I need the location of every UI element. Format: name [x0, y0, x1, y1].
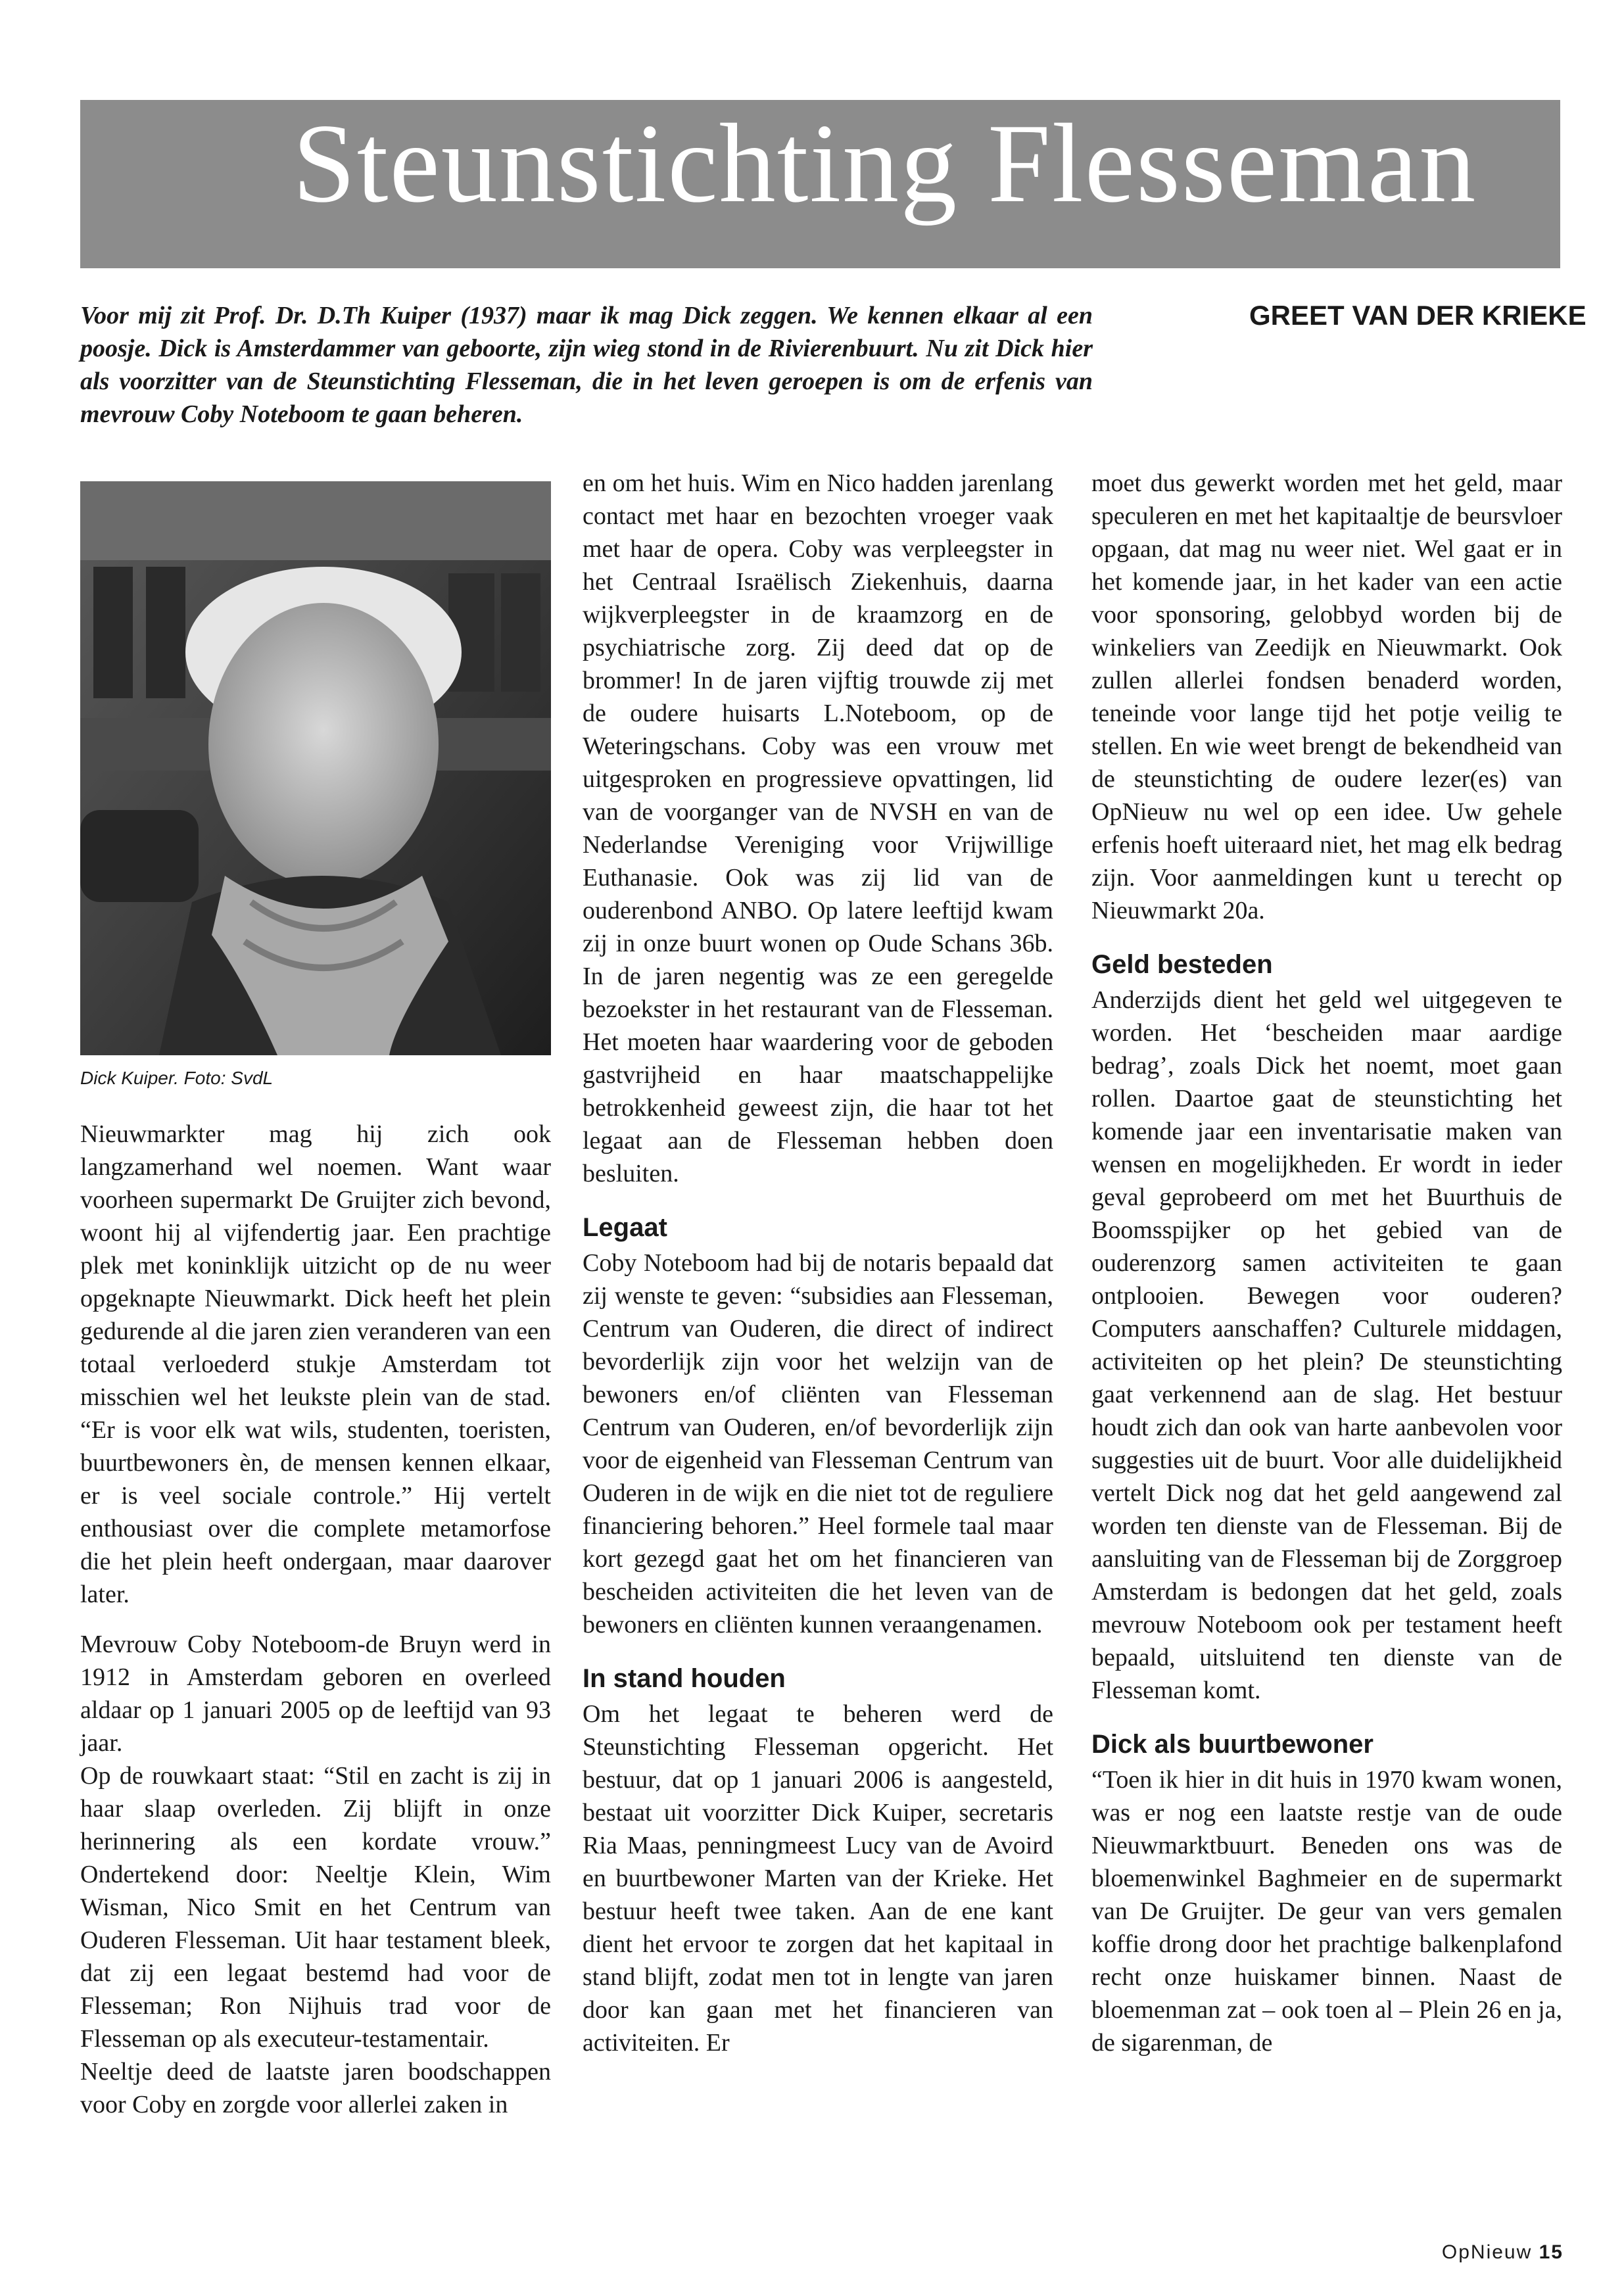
body-paragraph: Nieuwmarkter mag hij zich ook langzamerhand wel noemen. Want waar voorheen supermarkt De Gruijter zich bevond, woont hij al vijfendertig jaar. Een prachtige plek met koninklijk uitzicht op de nu weer opgeknapte Nieuwmarkt. Dick heeft het plein gedurende al die jaren zien veranderen van een totaal verloederd stukje Amsterdam tot misschien wel het leukste plein van de stad. “Er is voor elk wat wils, studenten, toeristen, buurtbewoners èn, de mensen kennen elkaar, er is veel sociale controle.” Hij vertelt enthousiast over die complete metamorfose die het plein heeft ondergaan, maar daarover later.: [80, 1120, 551, 1608]
body-paragraph: Mevrouw Coby Noteboom-de Bruyn werd in 1912 in Amsterdam geboren en overleed aldaar op 1 januari 2005 op de leeftijd van 93 jaar.: [80, 1631, 551, 1757]
section-heading-dick-als-buurtbewoner: Dick als buurtbewoner: [1091, 1730, 1373, 1759]
section-heading-in-stand-houden: In stand houden: [583, 1664, 786, 1693]
page-footer: [1442, 2241, 1564, 2264]
body-paragraph: en om het huis. Wim en Nico hadden jarenlang contact met haar en bezochten vroeger vaak met haar de opera. Coby was verpleegster in het Centraal Israëlisch Ziekenhuis, daarna wijkverpleegster in de kraamzorg en de psychiatrische zorg. Zij deed dat op de brommer! In de jaren vijftig trouwde zij met de oudere huisarts L.Noteboom, op de Weteringschans. Coby was een vrouw met uitgesproken en progressieve opvattingen, lid van de voorganger van de NVSH en van de Nederlandse Vereniging voor Vrijwillige Euthanasie. Ook was zij lid van de ouderenbond ANBO. Op latere leeftijd kwam zij in onze buurt wonen op Oude Schans 36b. In de jaren negentig was ze een geregelde bezoekster in het restaurant van de Flesseman. Het moeten haar waardering voor de geboden gastvrijheid en haar maatschappelijke betrokkenheid geweest zijn, die haar tot het legaat aan de Flesseman hebben doen besluiten.: [583, 469, 1053, 1187]
body-paragraph: Coby Noteboom had bij de notaris bepaald dat zij wenste te geven: “subsidies aan Flesseman, Centrum van Ouderen, die direct of indirect bevorderlijk zijn voor het welzijn van de bewoners en/of cliënten van Flesseman Centrum van Ouderen, en/of bevorderlijk zijn voor de eigenheid van Flesseman Centrum van Ouderen in de wijk en die niet tot de reguliere financiering behoren.” Heel formele taal maar kort gezegd gaat het om het financieren van bescheiden activiteiten die het leven van de bewoners en cliënten kunnen veraangenamen.: [583, 1249, 1053, 1638]
page-title: Steunstichting Flesseman: [293, 101, 1477, 226]
column-3: [1091, 467, 1562, 2059]
portrait-illustration: [80, 481, 551, 1055]
body-paragraph: “Toen ik hier in dit huis in 1970 kwam wonen, was er nog een laatste restje van de oude Nieuwmarktbuurt. Beneden ons was de bloemenwinkel Baghmeier en de supermarkt van De Gruijter. De geur van vers gemalen koffie drong door het prachtige balkenplafond recht onze huiskamer binnen. Naast de bloemenman zat – ook toen al – Plein 26 en ja, de sigarenman, de: [1091, 1766, 1562, 2057]
body-paragraph: Op de rouwkaart staat: “Stil en zacht is zij in haar slaap overleden. Zij blijft in onze herinnering als een kordate vrouw.” Ondertekend door: Neeltje Klein, Wim Wisman, Nico Smit en het Centrum van Ouderen Flesseman. Uit haar testament bleek, dat zij een legaat bestemd had voor de Flesseman; Ron Nijhuis trad voor de Flesseman op als executeur-testamentair.: [80, 1762, 551, 2053]
column-1: [80, 1118, 551, 2121]
column-2: [583, 467, 1053, 2059]
body-paragraph: Neeltje deed de laatste jaren boodschappen voor Coby en zorgde voor allerlei zaken in: [80, 2058, 551, 2118]
portrait-photo: [80, 481, 551, 1055]
photo-caption: Dick Kuiper. Foto: SvdL: [80, 1068, 274, 1088]
body-paragraph: moet dus gewerkt worden met het geld, maar speculeren en met het kapitaaltje de beursvloer opgaan, dat mag nu weer niet. Wel gaat er in het komende jaar, in het kader van een actie voor sponsoring, gelobbyd worden bij de winkeliers van Zeedijk en Nieuwmarkt. Ook zullen allerlei fondsen benaderd worden, teneinde voor lange tijd het potje veilig te stellen. En wie weet brengt de bekendheid van de steunstichting de oudere lezer(es) van OpNieuw nu wel op een idee. Uw gehele erfenis hoeft uiteraard niet, het mag elk bedrag zijn. Voor aanmeldingen kunt u terecht op Nieuwmarkt 20a.: [1091, 469, 1562, 924]
intro-paragraph: Voor mij zit Prof. Dr. D.Th Kuiper (1937) maar ik mag Dick zeggen. We kennen elkaar al een poosje. Dick is Amsterdammer van geboorte, zijn wieg stond in de Rivierenbuurt. Nu zit Dick hier als voorzitter van de Steunstichting Flesseman, die in het leven geroepen is om de erfenis van mevrouw Coby Noteboom te gaan beheren.: [80, 302, 1093, 428]
section-heading-geld-besteden: Geld besteden: [1091, 950, 1273, 979]
author-byline: GREET VAN DER KRIEKE: [1249, 300, 1587, 331]
body-paragraph: Om het legaat te beheren werd de Steunstichting Flesseman opgericht. Het bestuur, dat op 1 januari 2006 is aangesteld, bestaat uit voorzitter Dick Kuiper, secretaris Ria Maas, penningmeest Lucy van de Avoird en buurtbewoner Marten van der Krieke. Het bestuur heeft twee taken. Aan de ene kant dient het ervoor te zorgen dat het kapitaal in stand blijft, zodat men tot in lengte van jaren door kan gaan met het financieren van activiteiten. Er: [583, 1700, 1053, 2057]
section-heading-legaat: Legaat: [583, 1213, 667, 1242]
body-paragraph: Anderzijds dient het geld wel uitgegeven te worden. Het ‘bescheiden maar aardige bedrag’, zoals Dick het noemt, moet gaan rollen. Daartoe gaat de steunstichting het komende jaar een inventarisatie maken van wensen en mogelijkheden. Er wordt in ieder geval geprobeerd om met het Buurthuis de Boomsspijker op het gebied van de ouderenzorg samen activiteiten te gaan ontplooien. Bewegen voor ouderen? Computers aanschaffen? Culturele middagen, activiteiten op het plein? De steunstichting gaat verkennend aan de slag. Het bestuur houdt zich dan ook van harte aanbevolen voor suggesties uit de buurt. Voor alle duidelijkheid vertelt Dick nog dat het geld aangewend zal worden ten dienste van de Flesseman. Bij de aansluiting van de Flesseman bij de Zorggroep Amsterdam is bedongen dat het geld, zoals mevrouw Noteboom ook per testament heeft bepaald, uitsluitend ten dienste van de Flesseman komt.: [1091, 986, 1562, 1704]
page-number: 15: [1539, 2241, 1564, 2263]
magazine-name: OpNieuw: [1441, 2241, 1533, 2263]
